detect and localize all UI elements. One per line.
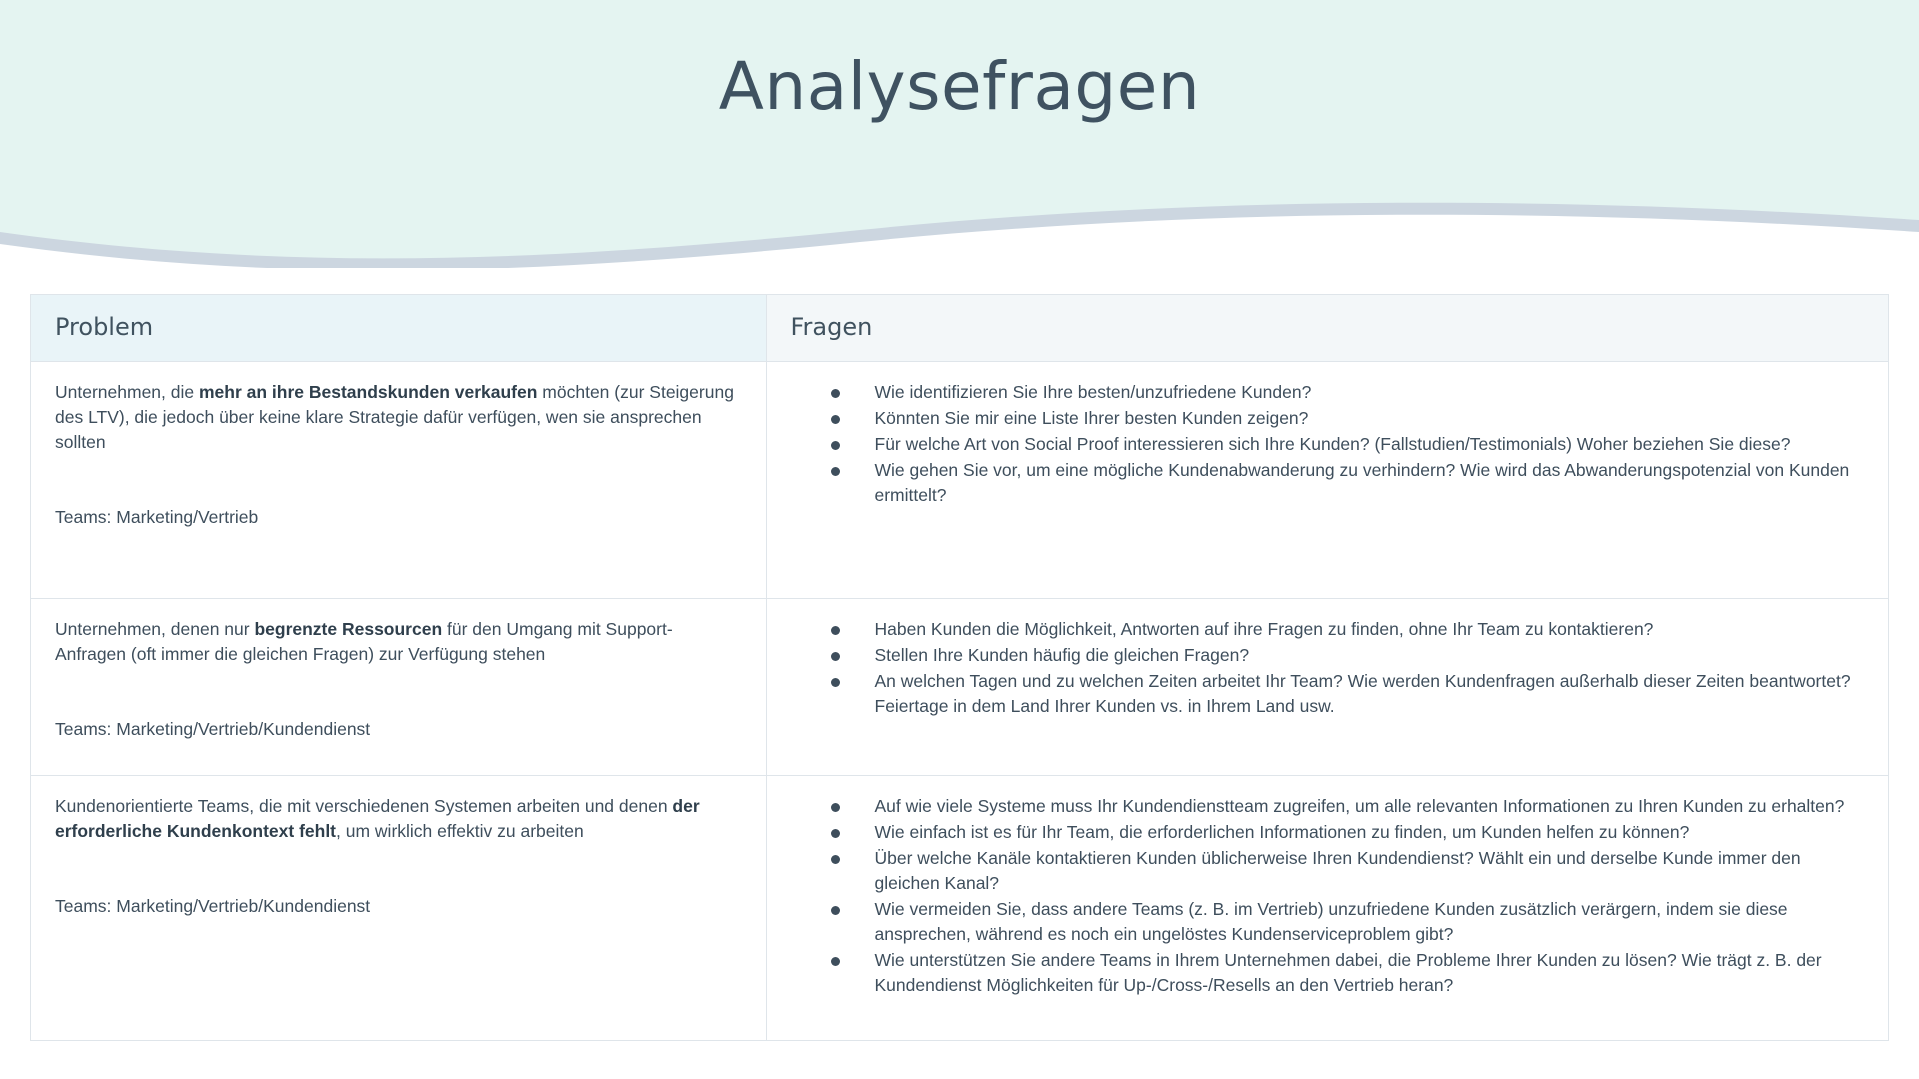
questions-list (797, 617, 1865, 719)
hero-banner (0, 0, 1919, 268)
question-item: Haben Kunden die Möglichkeit, Antworten auf ihre Fragen zu finden, ohne Ihr Team zu kontaktieren? (797, 617, 1865, 642)
problem-cell (31, 599, 766, 776)
problem-description: Unternehmen, denen nur begrenzte Ressourcen für den Umgang mit Support-Anfragen (oft immer die gleichen Fragen) zur Verfügung stehen (55, 619, 673, 664)
question-item: Wie vermeiden Sie, dass andere Teams (z. B. im Vertrieb) unzufriedene Kunden zusätzlich verärgern, indem sie diese ansprechen, während es noch ein ungelöstes Kundenserviceproblem gibt? (797, 897, 1865, 947)
table-body (31, 362, 1888, 1041)
question-item: Auf wie viele Systeme muss Ihr Kundendienstteam zugreifen, um alle relevanten Informationen zu Ihren Kunden zu erhalten? (797, 794, 1865, 819)
page-title: Analysefragen (718, 48, 1201, 125)
question-item: An welchen Tagen und zu welchen Zeiten arbeitet Ihr Team? Wie werden Kundenfragen außerhalb dieser Zeiten beantwortet? Feiertage in dem Land Ihrer Kunden vs. in Ihrem Land usw. (797, 669, 1865, 719)
questions-list (797, 794, 1865, 998)
questions-cell (766, 599, 1888, 776)
questions-cell (766, 776, 1888, 1041)
problem-description: Kundenorientierte Teams, die mit verschiedenen Systemen arbeiten und denen der erforderliche Kundenkontext fehlt, um wirklich effektiv zu arbeiten (55, 796, 700, 841)
questions-cell (766, 362, 1888, 599)
column-header-fragen: Fragen (766, 295, 1888, 362)
question-item: Wie unterstützen Sie andere Teams in Ihrem Unternehmen dabei, die Probleme Ihrer Kunden zu lösen? Wie trägt z. B. der Kundendienst Möglichkeiten für Up-/Cross-/Resells an den Vertrieb heran? (797, 948, 1865, 998)
problem-cell (31, 362, 766, 599)
table-row (31, 599, 1888, 776)
question-item: Für welche Art von Social Proof interessieren sich Ihre Kunden? (Fallstudien/Testimonials) Woher beziehen Sie diese? (797, 432, 1865, 457)
question-item: Stellen Ihre Kunden häufig die gleichen Fragen? (797, 643, 1865, 668)
problem-cell (31, 776, 766, 1041)
question-item: Wie einfach ist es für Ihr Team, die erforderlichen Informationen zu finden, um Kunden helfen zu können? (797, 820, 1865, 845)
problem-teams: Teams: Marketing/Vertrieb (55, 507, 259, 527)
problem-teams: Teams: Marketing/Vertrieb/Kundendienst (55, 719, 371, 739)
analysis-questions-table (31, 295, 1888, 1041)
question-item: Könnten Sie mir eine Liste Ihrer besten Kunden zeigen? (797, 406, 1865, 431)
questions-list (797, 380, 1865, 508)
wave-divider-icon (0, 202, 1919, 268)
question-item: Wie identifizieren Sie Ihre besten/unzufriedene Kunden? (797, 380, 1865, 405)
column-header-problem: Problem (31, 295, 766, 362)
question-item: Über welche Kanäle kontaktieren Kunden üblicherweise Ihren Kundendienst? Wählt ein und derselbe Kunde immer den gleichen Kanal? (797, 846, 1865, 896)
question-item: Wie gehen Sie vor, um eine mögliche Kundenabwanderung zu verhindern? Wie wird das Abwanderungspotenzial von Kunden ermittelt? (797, 458, 1865, 508)
analysis-questions-table-wrapper (30, 294, 1889, 1041)
problem-teams: Teams: Marketing/Vertrieb/Kundendienst (55, 896, 371, 916)
table-row (31, 776, 1888, 1041)
table-row (31, 362, 1888, 599)
problem-description: Unternehmen, die mehr an ihre Bestandskunden verkaufen möchten (zur Steigerung des LTV), die jedoch über keine klare Strategie dafür verfügen, wen sie ansprechen sollten (55, 382, 734, 452)
table-header-row (31, 295, 1888, 362)
